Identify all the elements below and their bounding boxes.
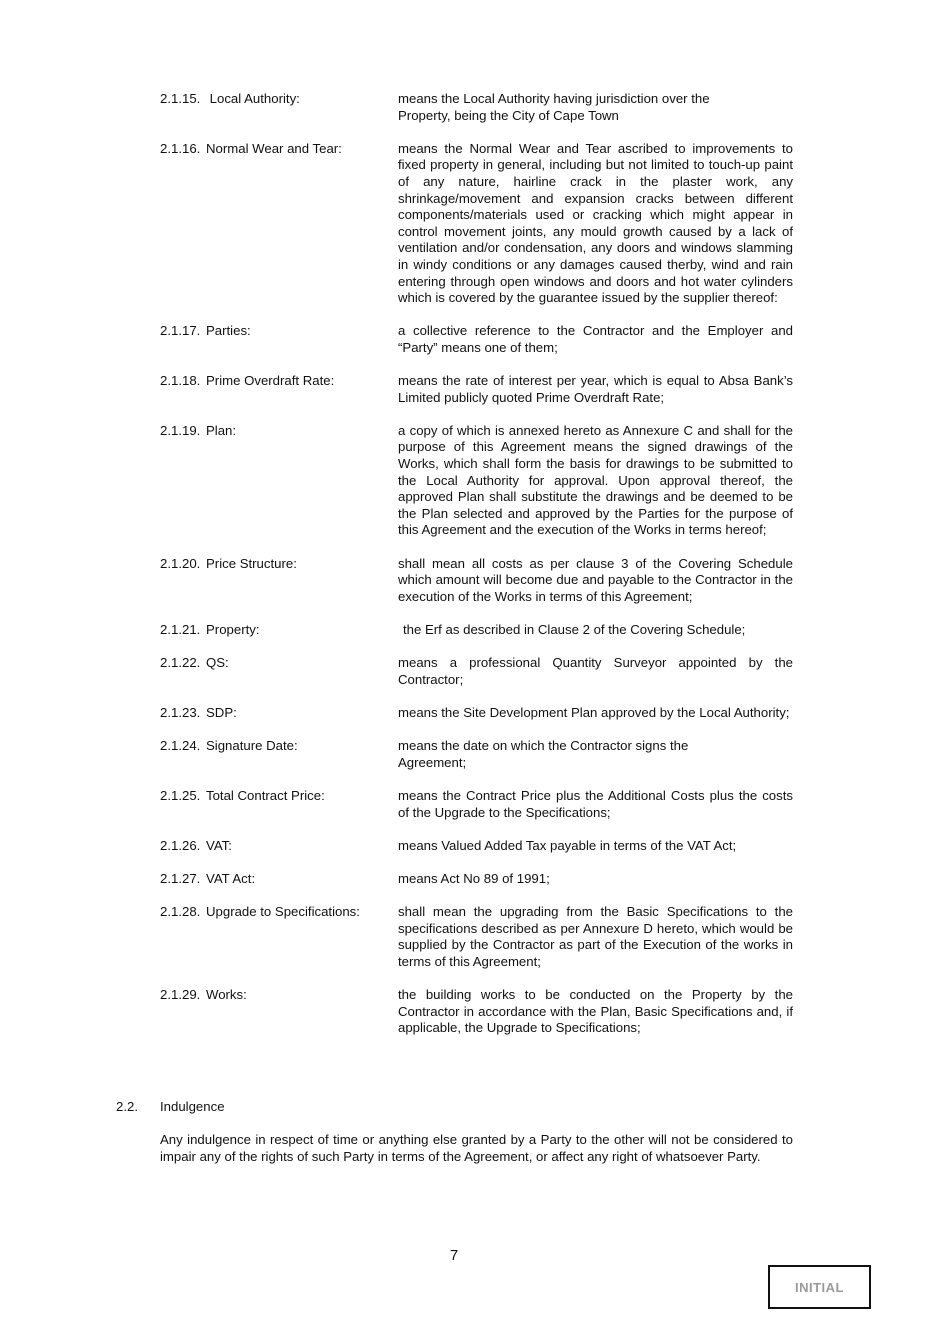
definition-text: means Act No 89 of 1991; bbox=[398, 870, 550, 886]
definition-item bbox=[160, 788, 793, 821]
definition-term-label: Works: bbox=[206, 987, 247, 1003]
definition-text: the Erf as described in Clause 2 of the Covering Schedule; bbox=[403, 622, 746, 637]
definition-number: 2.1.18. bbox=[160, 373, 201, 389]
definition-text: means the Contract Price plus the Additional Costs plus the costs of the Upgrade to the Specifications; bbox=[398, 787, 793, 820]
indulgence-section bbox=[116, 1099, 793, 1165]
definition-term bbox=[160, 141, 398, 158]
definition-number: 2.1.28. bbox=[160, 904, 201, 920]
definition-term-label: Parties: bbox=[206, 323, 251, 339]
definition-item bbox=[160, 904, 793, 970]
definitions-list bbox=[160, 91, 793, 1053]
definition-item bbox=[160, 987, 793, 1037]
section-number: 2.2. bbox=[116, 1099, 138, 1114]
definition-term-label: Property: bbox=[206, 622, 260, 637]
definition-text: shall mean the upgrading from the Basic Specifications to the specifications described as per Annexure D hereto, which would be supplied by the Contractor as part of the Execution of the works in terms of this Agreement; bbox=[398, 904, 793, 969]
definition-term bbox=[160, 738, 398, 755]
definition-term bbox=[160, 91, 398, 108]
definition-number: 2.1.29. bbox=[160, 987, 201, 1003]
definition-number: 2.1.23. bbox=[160, 704, 201, 720]
definition-term bbox=[160, 705, 398, 722]
definition-number: 2.1.16. bbox=[160, 140, 201, 156]
definition-number: 2.1.20. bbox=[160, 555, 201, 571]
definition-item bbox=[160, 655, 793, 688]
definition-term bbox=[160, 556, 398, 573]
definition-text: a collective reference to the Contractor and the Employer and “Party” means one of them; bbox=[398, 323, 793, 355]
definition-term bbox=[160, 323, 398, 340]
definition-term-label: Price Structure: bbox=[206, 555, 297, 571]
definition-term bbox=[160, 871, 398, 888]
initial-label: INITIAL bbox=[795, 1279, 844, 1295]
definition-term bbox=[160, 904, 398, 921]
definition-term bbox=[160, 655, 398, 672]
definition-term bbox=[160, 423, 398, 440]
page-number: 7 bbox=[449, 1247, 459, 1264]
definition-number: 2.1.25. bbox=[160, 787, 201, 803]
definition-item bbox=[160, 141, 793, 307]
section-paragraph: Any indulgence in respect of time or anything else granted by a Party to the other will not be considered to impair any of the rights of such Party in terms of the Agreement, or affect any right of whatsoever Party. bbox=[160, 1132, 793, 1164]
definition-text: the building works to be conducted on the Property by the Contractor in accordance with the Plan, Basic Specifications and, if applicable, the Upgrade to Specifications; bbox=[398, 987, 793, 1036]
definition-item bbox=[160, 556, 793, 606]
definition-term-label: Signature Date: bbox=[206, 738, 298, 754]
definition-number: 2.1.22. bbox=[160, 655, 201, 671]
definition-item bbox=[160, 373, 793, 406]
definition-term-label: Prime Overdraft Rate: bbox=[206, 373, 335, 389]
definition-term-label: Total Contract Price: bbox=[206, 787, 325, 803]
definition-text: means Valued Added Tax payable in terms of the VAT Act; bbox=[398, 837, 737, 853]
definition-item bbox=[160, 91, 793, 124]
definition-number: 2.1.17. bbox=[160, 323, 201, 339]
definition-number: 2.1.19. bbox=[160, 422, 201, 438]
definition-item bbox=[160, 838, 793, 855]
definition-item bbox=[160, 622, 793, 639]
definition-term-label: Upgrade to Specifications: bbox=[206, 904, 360, 920]
definition-text: means the rate of interest per year, which is equal to Absa Bank’s Limited publicly quoted Prime Overdraft Rate; bbox=[398, 373, 793, 405]
definition-term-label: Plan: bbox=[206, 422, 237, 438]
definition-number: 2.1.15. bbox=[160, 91, 201, 106]
definition-term bbox=[160, 373, 398, 390]
definition-item bbox=[160, 871, 793, 888]
definition-term-label: Normal Wear and Tear: bbox=[206, 140, 342, 156]
definition-term-label: VAT Act: bbox=[206, 870, 256, 886]
definition-item bbox=[160, 738, 793, 771]
definition-text: means a professional Quantity Surveyor appointed by the Contractor; bbox=[398, 655, 793, 687]
definition-text: means the Site Development Plan approved by the Local Authority; bbox=[398, 704, 790, 720]
definition-text: shall mean all costs as per clause 3 of the Covering Schedule which amount will become due and payable to the Contractor in the execution of the Works in terms of this Agreement; bbox=[398, 555, 793, 604]
definition-text: means the Normal Wear and Tear ascribed to improvements to fixed property in general, including but not limited to touch-up paint of any nature, hairline crack in the plaster work, any shrinkage/movement and expansion cracks between different components/materials used or cracking which might appear in control movement joints, any mould growth caused by a lack of ventilation and/or condensation, any doors and windows slamming in windy conditions or any damages caused therby, wind and rain entering through open windows and doors and hot water cylinders which is covered by the guarantee issued by the supplier thereof: bbox=[398, 140, 793, 306]
definition-number: 2.1.27. bbox=[160, 870, 201, 886]
definition-term-label: SDP: bbox=[206, 704, 237, 720]
definition-term bbox=[160, 838, 398, 855]
initial-box[interactable] bbox=[768, 1265, 871, 1309]
section-heading bbox=[116, 1099, 793, 1116]
definition-term-label: QS: bbox=[206, 655, 229, 671]
definition-number: 2.1.21. bbox=[160, 622, 201, 637]
definition-item bbox=[160, 423, 793, 539]
definition-item bbox=[160, 323, 793, 356]
definition-number: 2.1.24. bbox=[160, 738, 201, 754]
definition-item bbox=[160, 705, 793, 722]
definition-term bbox=[160, 622, 398, 639]
definition-text: a copy of which is annexed hereto as Annexure C and shall for the purpose of this Agreement means the signed drawings of the Works, which shall form the basis for drawings to be submitted to the Local Authority for approval. Upon approval thereof, the approved Plan shall substitute the drawings and be deemed to be the Plan selected and approved by the Parties for the purpose of this Agreement and the execution of the Works in terms hereof; bbox=[398, 422, 793, 538]
definition-term-label: VAT: bbox=[206, 837, 232, 853]
definition-text: means the date on which the Contractor signs the Agreement; bbox=[398, 738, 689, 770]
section-title: Indulgence bbox=[160, 1099, 225, 1114]
definition-number: 2.1.26. bbox=[160, 837, 201, 853]
definition-term-label: Local Authority: bbox=[206, 91, 300, 106]
definition-term bbox=[160, 788, 398, 805]
definition-term bbox=[160, 987, 398, 1004]
definition-text: means the Local Authority having jurisdiction over the Property, being the City of Cape Town bbox=[398, 91, 710, 123]
